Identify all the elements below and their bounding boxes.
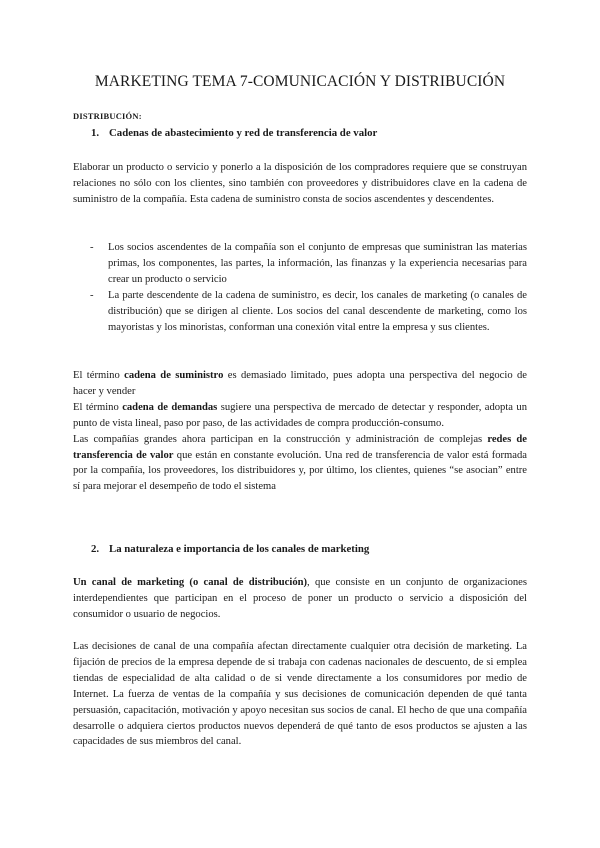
paragraph-redes-valor [73,432,527,496]
list-item [90,240,527,288]
paragraph-cadena-suministro [73,368,527,400]
list-item [90,288,527,336]
channel-decisions-paragraph [73,639,527,750]
text-run: Las compañías grandes ahora participan en la construcción y administración de complejas [73,433,488,445]
list-item-text: La parte descendente de la cadena de suministro, es decir, los canales de marketing (o canales de distribución) que se dirigen al cliente. Los socios del canal descendente de marketing, como los mayoristas y los minoristas, conforman una conexión vital entre la empresa y sus clientes. [108,289,527,333]
paragraph-cadena-demandas [73,400,527,432]
text-run: que están en constante evolución. Una red de transferencia de valor está formada por la compañía, los proveedores, los distribuidores y, por último, los clientes, quienes “se asocian” entre sí para mejorar el desempeño de todo el sistema [73,449,528,493]
heading-2-text: La naturaleza e importancia de los canales de marketing [109,543,370,555]
text-run: El término [73,401,123,413]
definitions-block [73,368,527,495]
heading-1 [91,127,377,139]
heading-1-number: 1. [91,127,100,139]
intro-paragraph-text: Elaborar un producto o servicio y ponerlo a la disposición de los compradores requiere que se construyan relaciones no sólo con los clientes, sino también con proveedores y distribuidores clave en la cadena de suministro de la compañía. Esta cadena de suministro consta de socios ascendentes y descendentes. [73,162,527,205]
list-dash: - [90,289,94,301]
paragraph-canal-marketing [73,575,527,623]
bold-term: cadena de demandas [122,401,218,413]
text-run: es demasiado limitado, pues adopta una perspectiva del negocio de hacer y vender [73,370,527,397]
heading-1-text: Cadenas de abastecimiento y red de transferencia de valor [109,127,378,139]
list-dash: - [90,242,94,253]
text-run: El término [73,370,125,381]
intro-paragraph [73,160,527,208]
text-run: , que consiste en un conjunto de organizaciones interdependientes que participan en el proceso de poner un producto o servicio a disposición del consumidor o usuario de negocios. [73,577,527,620]
bold-term: Un canal de marketing (o canal de distribución) [73,577,308,588]
list-item-text: Los socios ascendentes de la compañía son el conjunto de empresas que suministran las materias primas, los componentes, las partes, la información, las finanzas y la experiencia necesarias para crear un producto o servicio [108,242,527,285]
channel-definition-paragraph [73,575,527,623]
supply-chain-list [90,240,527,335]
paragraph-decisiones: Las decisiones de canal de una compañía afectan directamente cualquier otra decisión de marketing. La fijación de precios de la empresa depende de si trabaja con cadenas nacionales de descuento, de si emplea tiendas de especialidad de alta calidad o de si vende directamente a los consumidores por medio de Internet. La fuerza de ventas de la compañía y sus decisiones de comunicación dependen de qué tanta persuasión, capacitación, motivación y apoyo necesitan sus socios de canal. El hecho de que una compañía desarrolle o adquiera ciertos productos nuevos dependerá de qué tanto de esos productos se ajusten a las capacidades de sus miembros del canal. [73,641,527,748]
bold-term: cadena de suministro [124,370,224,381]
text-run: sugiere una perspectiva de mercado de detectar y responder, adopta un punto de vista lineal, paso por paso, de las actividades de compra producción-consumo. [73,401,527,429]
heading-2 [91,543,369,555]
section-label: DISTRIBUCIÓN: [73,111,142,121]
document-title: MARKETING TEMA 7-COMUNICACIÓN Y DISTRIBUCIÓN [94,73,506,90]
heading-2-number: 2. [91,543,100,555]
bold-term: redes de transferencia de valor [73,433,527,461]
